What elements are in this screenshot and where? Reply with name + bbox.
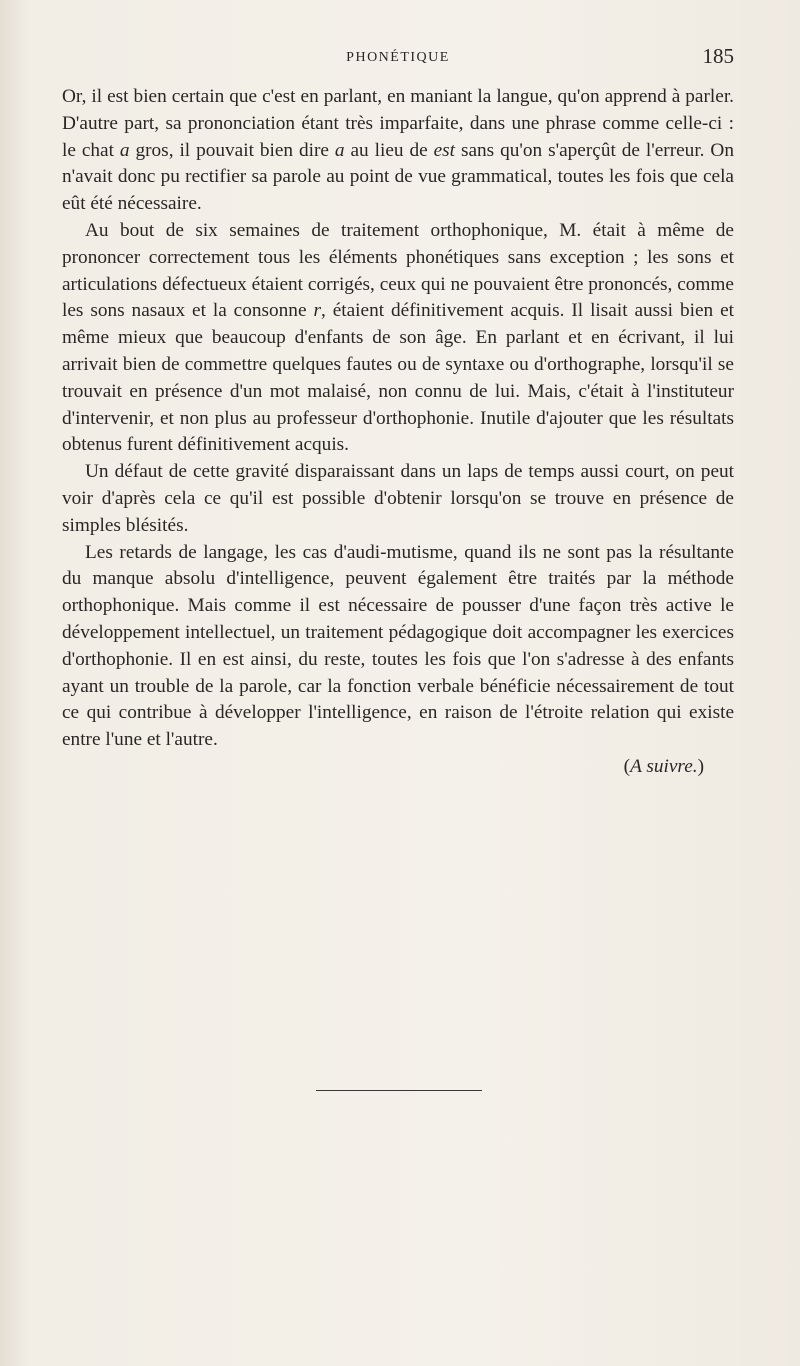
paragraph-1: Or, il est bien certain que c'est en parlant, en maniant la langue, qu'on apprend à parler. D'autre part, sa prononciation étant très imparfaite, dans une phrase comme celle-ci : le chat a gros, il pouvait bien dire a au lieu de est sans qu'on s'aperçût de l'erreur. On n'avait donc pu rectifier sa parole au point de vue grammatical, toutes les fois que cela eût été nécessaire. bbox=[62, 86, 734, 215]
page-body bbox=[62, 84, 734, 781]
paragraph-3: Un défaut de cette gravité disparaissant dans un laps de temps aussi court, on peut voir d'après cela ce qu'il est possible d'obtenir lorsqu'on se trouve en présence de simples blésités. bbox=[62, 461, 734, 536]
paragraph-2: Au bout de six semaines de traitement orthophonique, M. était à même de prononcer correctement tous les éléments phonétiques sans exception ; les sons et articulations défectueux étaient corrigés, ceux qui ne pouvaient être prononcés, comme les sons nasaux et la consonne r, étaient définitivement acquis. Il lisait aussi bien et même mieux que beaucoup d'enfants de son âge. En parlant et en écrivant, il lui arrivait bien de commettre quelques fautes ou de syntaxe ou d'orthographe, lorsqu'il se trouvait en présence d'un mot malaisé, non connu de lui. Mais, c'était à l'instituteur d'intervenir, et non plus au professeur d'orthophonie. Inutile d'ajouter que les résultats obtenus furent définitivement acquis. bbox=[62, 219, 734, 456]
page-number: 185 bbox=[702, 44, 734, 68]
continuation-note: (A suivre.) bbox=[623, 755, 704, 777]
paragraph-4: Les retards de langage, les cas d'audi-mutisme, quand ils ne sont pas la résultante du manque absolu d'intelligence, peuvent également être traités par la méthode orthophonique. Mais comme il est nécessaire de pousser d'une façon très active le développement intellectuel, un traitement pédagogique doit accompagner les exercices d'orthophonie. Il en est ainsi, du reste, toutes les fois que l'on s'adresse à des enfants ayant un trouble de la parole, car la fonction verbale bénéficie nécessairement de tout ce qui contribue à développer l'intelligence, en raison de l'étroite relation qui existe entre l'une et l'autre. bbox=[62, 541, 734, 751]
page-header bbox=[62, 44, 734, 80]
running-title: PHONÉTIQUE bbox=[346, 50, 450, 65]
end-rule bbox=[316, 1090, 482, 1091]
